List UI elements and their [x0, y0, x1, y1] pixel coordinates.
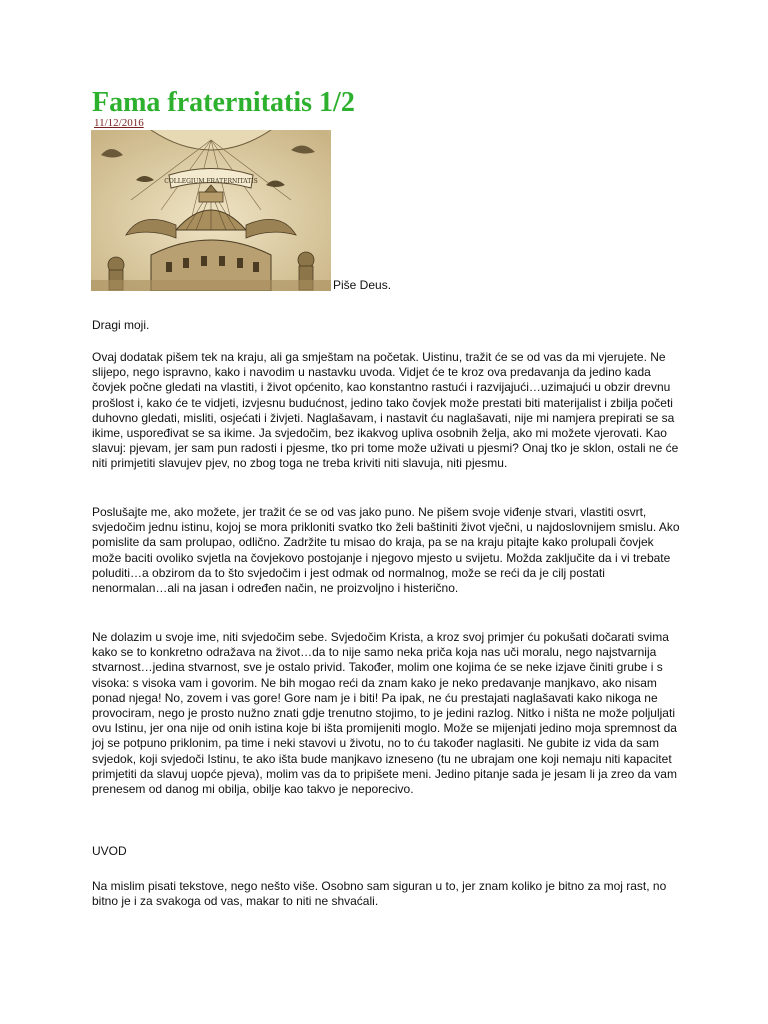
post-title: Fama fraternitatis 1/2	[92, 87, 355, 118]
body-paragraph: Dragi moji.	[92, 318, 150, 332]
banner-text: COLLEGIUM FRATERNITATIS	[164, 178, 258, 185]
post-date-link[interactable]: 11/12/2016	[94, 117, 144, 129]
section-heading: UVOD	[92, 844, 127, 858]
body-paragraph: Na mislim pisati tekstove, nego nešto više. Osobno sam siguran u to, jer znam koliko je bitno za moj rast, no bitno je i za svakoga od vas, makar to niti ne shvaćali.	[92, 879, 667, 909]
body-paragraph: Ovaj dodatak pišem tek na kraju, ali ga smještam na početak. Uistinu, tražit će se od vas da mi vjerujete. Ne slijepo, nego ispravno, kako i navodim u nastavku uvoda. Vidjet će te kroz ova predavanja da jedino kada čovjek počne gledati na vlastiti, i život općenito, kao konstantno rastući i razvijajući…uzimajući u obzir drevnu prošlost i, kako će te vidjeti, izvjesnu budućnost, jedino tako čovjek može prestati biti materijalist i zbilja početi duhovno gledati, misliti, osjećati i živjeti. Naglašavam, i nastavit ću naglašavati, nije mi namjera prepirati se sa ikime, uspoređivat se sa ikime. Ja svjedočim, bez ikakvog upliva osobnih želja, ako mi možete vjerovati. Kao slavuj: pjevam, jer sam pun radosti i pjesme, tko pri tome može uživati u pjesmi? Onaj tko je sklon, ostali ne će niti primjetiti slavujev pjev, no zbog toga ne treba kriviti niti slavuja, niti pjesmu.	[92, 350, 679, 471]
image-caption: Piše Deus.	[333, 278, 392, 292]
engraving-image	[91, 130, 331, 291]
body-paragraph: Ne dolazim u svoje ime, niti svjedočim sebe. Svjedočim Krista, a kroz svoj primjer ću pokušati dočarati svima kako se to konkretno odražava na život…da to nije samo neka priča koja nas uči moralu, nego najstvarnija stvarnost…jedina stvarnost, sve je ostalo privid. Također, molim one kojima će se neke izjave činiti grube i s visoka: s visoka vam i govorim. Ne bih mogao reći da znam kako je neko predavanje manjkavo, ako nisam ponad njega! No, zovem i vas gore! Gore nam je i biti! Pa ipak, ne ću prestajati naglašavati kako nikoga ne provociram, nego je prosto nužno znati gdje trenutno stojimo, to je jedini razlog. Nitko i ništa ne može poljuljati ovu Istinu, jer ona nije od onih istina koje bi išta promijeniti moglo. Može se mijenjati jedino moja spremnost da joj se potpuno priklonim, pa time i neki stavovi u životu, no to ću također naglasiti. Ne gubite iz vida da sam svjedok, koji svjedoči Istinu, te ako išta bude manjkavo izneseno (tu ne ubrajam one koji nemaju niti kapacitet primjetiti da slavuj uopće pjeva), molim vas da to pripišete meni. Jedino pitanje sada je jesam li ja zreo da vam prenesem od danog mi obilja, obilje kao takvo je neporecivo.	[92, 630, 677, 797]
body-paragraph: Poslušajte me, ako možete, jer tražit će se od vas jako puno. Ne pišem svoje viđenje stvari, vlastiti osvrt, svjedočim jednu istinu, kojoj se mora prikloniti svatko tko želi baštiniti život vječni, u najdoslovnijem smislu. Ako pomislite da sam prolupao, odlično. Zadržite tu misao do kraja, pa se na kraju pitajte kako prolupali čovjek može baciti ovoliko svjetla na čovjekovo postojanje i njegovo mjesto u svijetu. Možda zaključite da i vi trebate poluditi…a obzirom da to što svjedočim i jest odmak od normalnog, može se reći da je cilj postati nenormalan…ali na jasan i određen način, ne proizvoljno i histerično.	[92, 505, 680, 596]
